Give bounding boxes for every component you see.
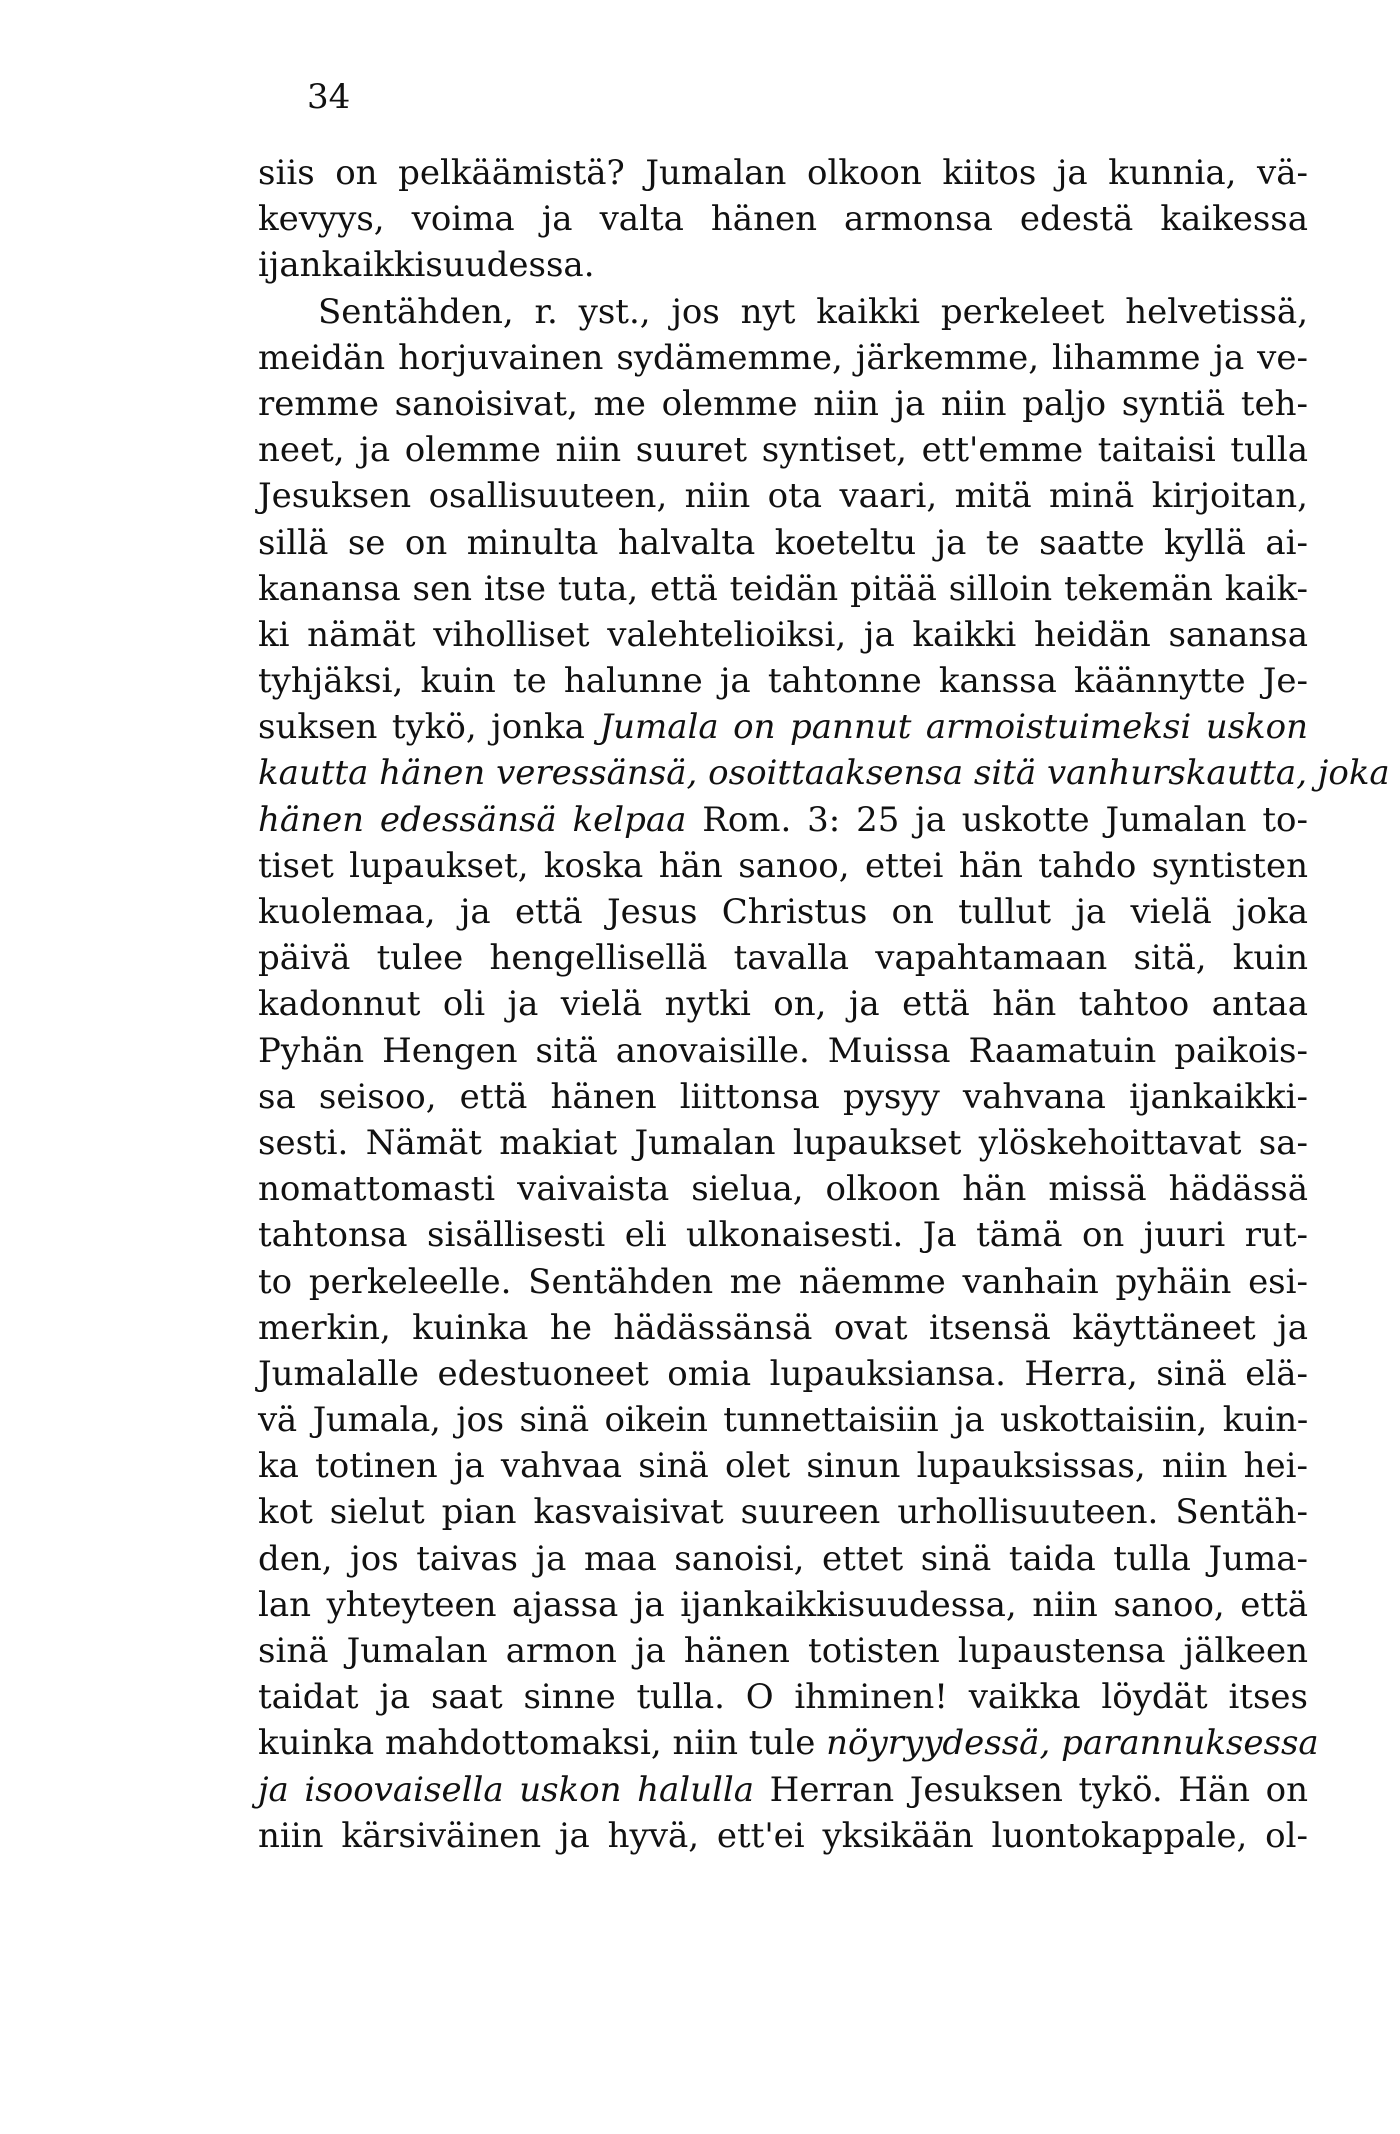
line-text: Pyhän Hengen sitä anovaisille. Muissa Raamatuin paikois- xyxy=(258,1030,1308,1071)
text-line xyxy=(258,1212,1308,1258)
text-line xyxy=(258,1305,1308,1351)
text-line xyxy=(258,473,1308,519)
line-text: kot sielut pian kasvaisivat suureen urhollisuuteen. Sentäh- xyxy=(258,1492,1308,1533)
text-line xyxy=(258,981,1308,1027)
text-line xyxy=(258,889,1308,935)
line-text: kuolemaa, ja että Jesus Christus on tullut ja vielä joka xyxy=(258,892,1308,932)
text-line xyxy=(258,750,1390,796)
line-text: ki nämät viholliset valehtelioiksi, ja kaikki heidän sanansa xyxy=(258,614,1308,655)
line-text: den, jos taivas ja maa sanoisi, ettet sinä taida tulla Juma- xyxy=(258,1538,1308,1579)
line-italic-text: hänen edessänsä kelpaa xyxy=(258,799,687,840)
text-line xyxy=(258,612,1308,658)
line-text: nomattomasti vaivaista sielua, olkoon hän missä hädässä xyxy=(258,1169,1308,1210)
text-line xyxy=(258,427,1308,473)
body-text xyxy=(258,150,1390,1859)
line-text: tiset lupaukset, koska hän sanoo, ettei hän tahdo syntisten xyxy=(258,845,1308,886)
line-italic-text: Jumala on pannut armoistuimeksi uskon xyxy=(599,707,1309,748)
line-text: ijankaikkisuudessa. xyxy=(258,245,595,286)
text-line xyxy=(258,335,1308,381)
line-text: Jesuksen osallisuuteen, niin ota vaari, mitä minä kirjoitan, xyxy=(258,476,1308,517)
line-text: to perkeleelle. Sentähden me näemme vanhain pyhäin esi- xyxy=(258,1261,1308,1302)
text-line xyxy=(258,1397,1308,1443)
line-text: tyhjäksi, kuin te halunne ja tahtonne kanssa käännytte Je- xyxy=(258,661,1308,702)
line-text: sesti. Nämät makiat Jumalan lupaukset ylöskehoittavat sa- xyxy=(258,1122,1308,1163)
line-text: merkin, kuinka he hädässänsä ovat itsensä käyttäneet ja xyxy=(258,1307,1308,1348)
text-line xyxy=(258,843,1308,889)
text-line xyxy=(258,242,1308,288)
line-text: ka totinen ja vahvaa sinä olet sinun lupauksissas, niin hei- xyxy=(258,1446,1308,1487)
text-line xyxy=(258,1489,1308,1535)
line-text: taidat ja saat sinne tulla. O ihminen! vaikka löydät itses xyxy=(258,1677,1308,1718)
text-line xyxy=(258,1443,1308,1489)
line-text: lan yhteyteen ajassa ja ijankaikkisuudessa, niin sanoo, että xyxy=(258,1584,1308,1625)
text-line xyxy=(258,658,1308,704)
text-line xyxy=(258,1628,1308,1674)
text-line xyxy=(258,289,1308,335)
line-text: kuinka mahdottomaksi, niin tule xyxy=(258,1723,827,1764)
line-text: kadonnut oli ja vielä nytki on, ja että hän tahtoo antaa xyxy=(258,984,1308,1025)
text-line xyxy=(258,1028,1308,1074)
line-text: neet, ja olemme niin suuret syntiset, ett'emme taitaisi tulla xyxy=(258,430,1308,471)
text-line xyxy=(258,1166,1308,1212)
line-text: sa seisoo, että hänen liittonsa pysyy vahvana ijankaikki- xyxy=(258,1076,1308,1117)
line-text: niin kärsiväinen ja hyvä, ett'ei yksikään luontokappale, ol- xyxy=(258,1815,1308,1856)
text-line xyxy=(258,150,1308,196)
text-line xyxy=(258,520,1308,566)
text-line xyxy=(258,1074,1308,1120)
line-text: Jumalalle edestuoneet omia lupauksiansa. Herra, sinä elä- xyxy=(258,1353,1308,1394)
line-text: kevyys, voima ja valta hänen armonsa edestä kaikessa xyxy=(258,199,1308,240)
text-line xyxy=(258,566,1308,612)
line-text: meidän horjuvainen sydämemme, järkemme, lihamme ja ve- xyxy=(258,337,1308,378)
line-text: suksen tykö, jonka xyxy=(258,707,600,748)
text-line xyxy=(258,1120,1308,1166)
page-number: 34 xyxy=(307,77,351,117)
line-text: sinä Jumalan armon ja hänen totisten lupaustensa jälkeen xyxy=(258,1631,1308,1671)
text-line xyxy=(258,1351,1308,1397)
line-text: tahtonsa sisällisesti eli ulkonaisesti. Ja tämä on juuri rut- xyxy=(258,1215,1308,1256)
line-text: sillä se on minulta halvalta koeteltu ja te saatte kyllä ai- xyxy=(258,522,1308,563)
text-line xyxy=(258,1767,1308,1813)
text-line xyxy=(258,381,1308,427)
text-line xyxy=(258,196,1308,242)
line-text: päivä tulee hengellisellä tavalla vapahtamaan sitä, kuin xyxy=(258,938,1308,979)
text-line xyxy=(258,1813,1308,1859)
text-line xyxy=(258,1582,1308,1628)
line-text: Rom. 3: 25 ja uskotte Jumalan to- xyxy=(686,799,1308,840)
line-text: remme sanoisivat, me olemme niin ja niin paljo syntiä teh- xyxy=(258,383,1308,424)
line-italic-text: ja isoovaisella uskon halulla xyxy=(258,1769,755,1810)
line-italic-text: kautta hänen veressänsä, osoittaaksensa sitä vanhurskautta, joka xyxy=(258,753,1390,794)
line-text: kanansa sen itse tuta, että teidän pitää silloin tekemän kaik- xyxy=(258,568,1308,609)
text-line xyxy=(258,1536,1308,1582)
text-line xyxy=(258,704,1308,750)
line-text: siis on pelkäämistä? Jumalan olkoon kiitos ja kunnia, vä- xyxy=(258,153,1308,193)
line-text: Sentähden, r. yst., jos nyt kaikki perkeleet helvetissä, xyxy=(318,291,1308,332)
text-line xyxy=(258,1259,1308,1305)
text-line xyxy=(258,1720,1319,1766)
text-line xyxy=(258,935,1308,981)
text-line xyxy=(258,1674,1308,1720)
text-line xyxy=(258,797,1308,843)
line-text: vä Jumala, jos sinä oikein tunnettaisiin ja uskottaisiin, kuin- xyxy=(258,1400,1308,1441)
line-text: Herran Jesuksen tykö. Hän on xyxy=(754,1769,1308,1810)
line-italic-text: nöyryydessä, parannuksessa xyxy=(826,1723,1319,1764)
